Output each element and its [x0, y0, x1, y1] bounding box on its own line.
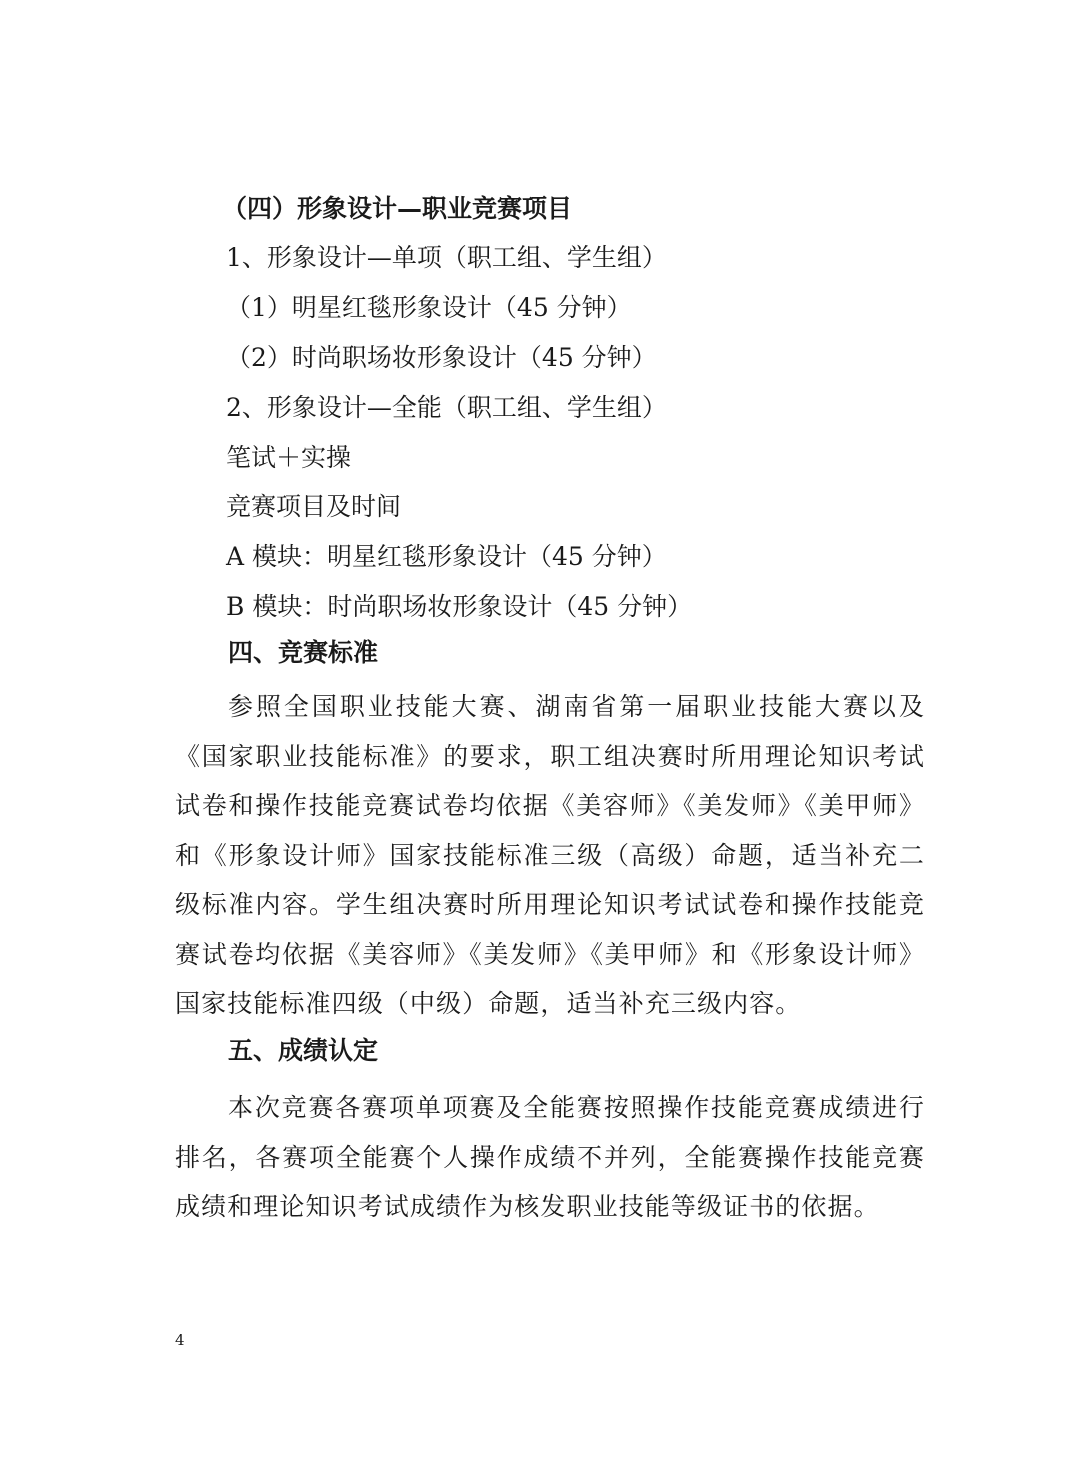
- item-1-1: （1）明星红毯形象设计（45 分钟）: [226, 293, 632, 322]
- subsection-heading-4: （四）形象设计—职业竞赛项目: [222, 194, 573, 223]
- item-1-single: 1、形象设计—单项（职工组、学生组）: [226, 243, 667, 272]
- section-5-body: 本次竞赛各赛项单项赛及全能赛按照操作技能竞赛成绩进行排名，各赛项全能赛个人操作成绩不并列，全能赛操作技能竞赛成绩和理论知识考试成绩作为核发职业技能等级证书的依据。: [175, 1093, 925, 1221]
- exam-format: 笔试＋实操: [226, 443, 352, 472]
- module-b: B 模块：时尚职场妆形象设计（45 分钟）: [226, 592, 693, 621]
- item-2-allround: 2、形象设计—全能（职工组、学生组）: [226, 393, 667, 422]
- section-4-body: 参照全国职业技能大赛、湖南省第一届职业技能大赛以及《国家职业技能标准》的要求，职工组决赛时所用理论知识考试试卷和操作技能竞赛试卷均依据《美容师》《美发师》《美甲师》和《形象设计师》国家技能标准三级（高级）命题，适当补充二级标准内容。学生组决赛时所用理论知识考试试卷和操作技能竞赛试卷均依据《美容师》《美发师》《美甲师》和《形象设计师》国家技能标准四级（中级）命题，适当补充三级内容。: [175, 692, 925, 1018]
- module-a: A 模块：明星红毯形象设计（45 分钟）: [226, 542, 667, 571]
- page-number: 4: [175, 1331, 185, 1349]
- section-5-heading: 五、成绩认定: [228, 1036, 379, 1065]
- item-1-2: （2）时尚职场妆形象设计（45 分钟）: [226, 343, 657, 372]
- section-4-heading: 四、竞赛标准: [228, 638, 379, 667]
- events-and-time: 竞赛项目及时间: [226, 492, 402, 521]
